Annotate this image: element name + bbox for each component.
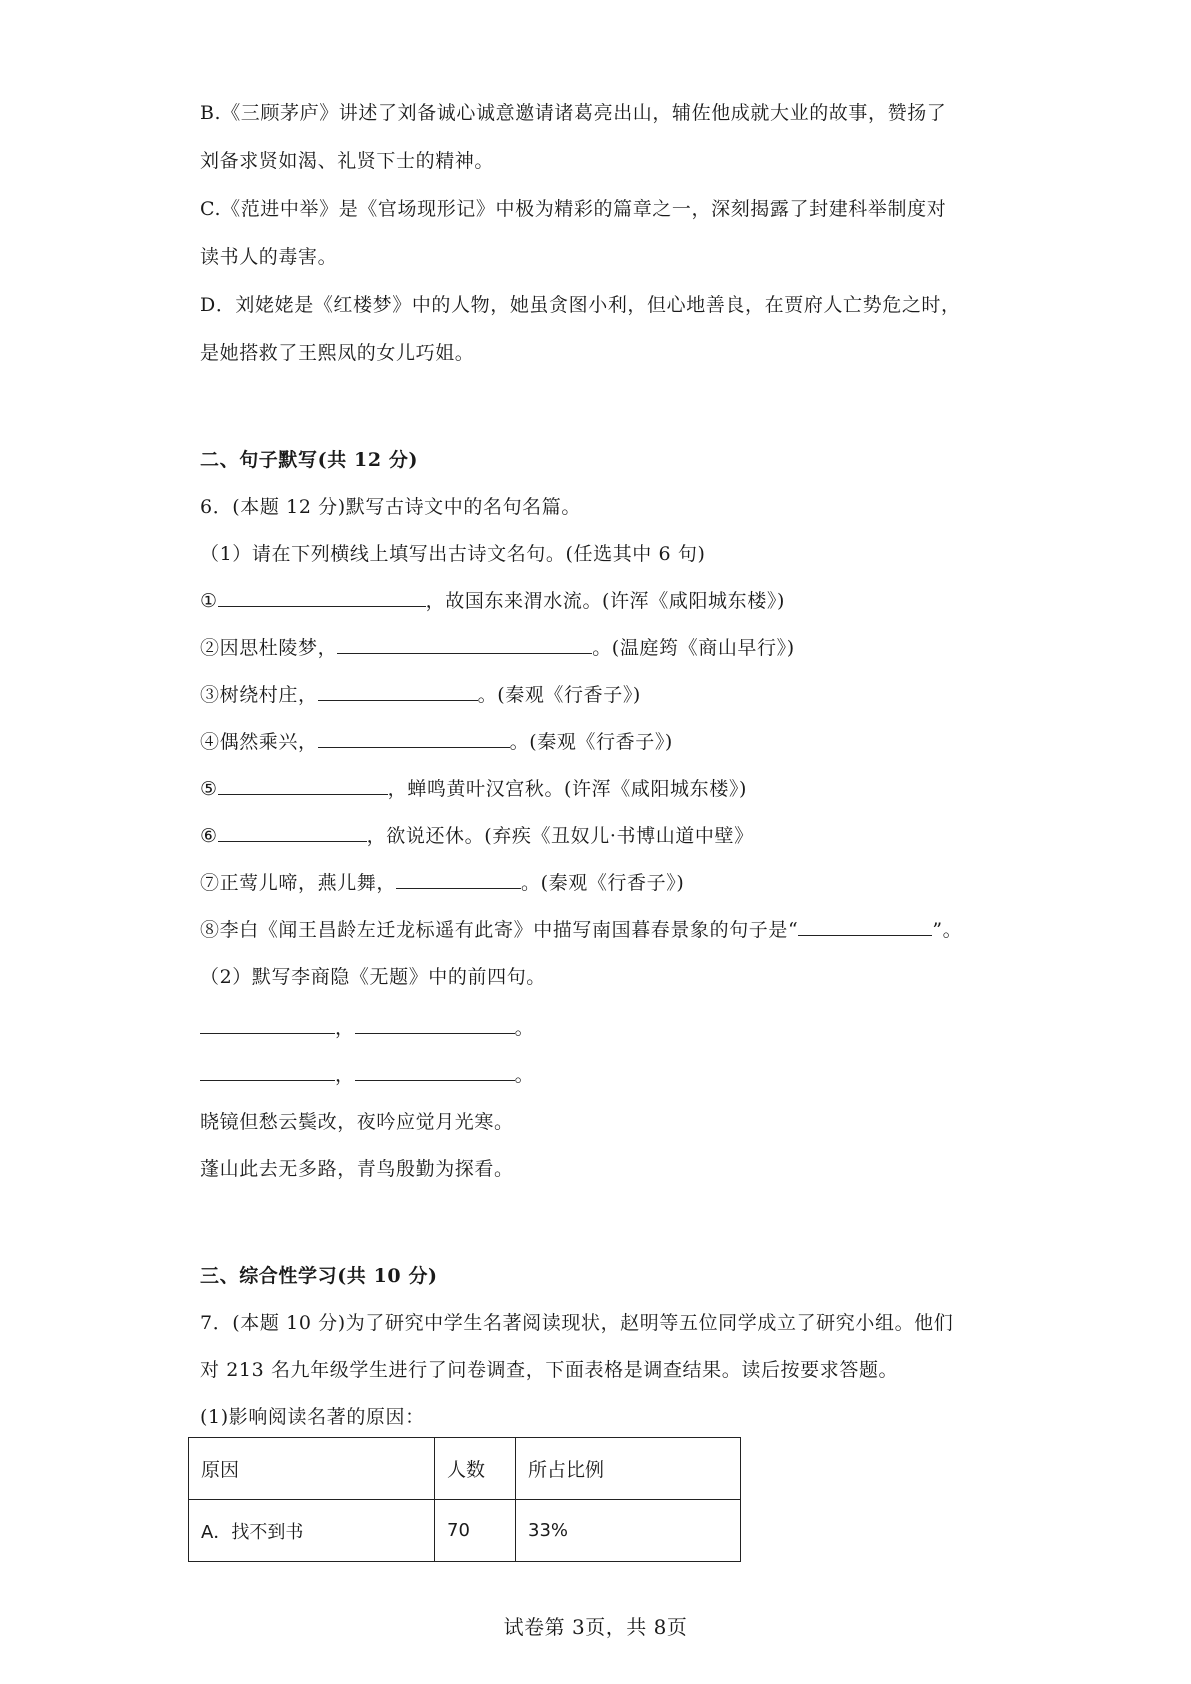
poem-line-4: 蓬山此去无多路，青鸟殷勤为探看。 [200, 1158, 514, 1180]
question7-line1: 7．(本题 10 分)为了研究中学生名著阅读现状，赵明等五位同学成立了研究小组。他们 [200, 1312, 954, 1334]
answer-blank-2[interactable] [337, 635, 592, 654]
table-cell: A．找不到书 [189, 1500, 435, 1562]
answer-blank-5[interactable] [218, 776, 388, 795]
answer-blank-6[interactable] [218, 823, 367, 842]
fill-item-3: ③树绕村庄， 。(秦观《行香子》) [200, 684, 641, 706]
fill-item-4: ④偶然乘兴， 。(秦观《行香子》) [200, 731, 673, 753]
poem-line-3: 晓镜但愁云鬓改，夜吟应觉月光寒。 [200, 1111, 514, 1133]
fill-item-2: ②因思杜陵梦， 。(温庭筠《商山早行》) [200, 637, 795, 659]
question7-line2: 对 213 名九年级学生进行了问卷调查，下面表格是调查结果。读后按要求答题。 [200, 1359, 899, 1381]
poem-blank-row-2: ， 。 [200, 1062, 534, 1088]
question6-part2: （2）默写李商隐《无题》中的前四句。 [200, 966, 546, 988]
poem-blank-2a[interactable] [200, 1062, 335, 1081]
fill-item-7: ⑦正莺儿啼，燕儿舞， 。(秦观《行香子》) [200, 872, 685, 894]
answer-blank-4[interactable] [318, 729, 510, 748]
question6-part1: （1）请在下列横线上填写出古诗文名句。(任选其中 6 句) [200, 543, 706, 565]
answer-blank-3[interactable] [318, 682, 478, 701]
poem-blank-1a[interactable] [200, 1015, 335, 1034]
answer-blank-1[interactable] [218, 588, 426, 607]
option-c-line2: 读书人的毒害。 [200, 246, 338, 268]
poem-blank-row-1: ， 。 [200, 1015, 534, 1041]
fill-item-1: ① ，故国东来渭水流。(许浑《咸阳城东楼》) [200, 590, 785, 612]
fill-item-8: ⑧李白《闻王昌龄左迁龙标遥有此寄》中描写南国暮春景象的句子是“ ”。 [200, 919, 963, 941]
option-b-line2: 刘备求贤如渴、礼贤下士的精神。 [200, 150, 495, 172]
table-header-row [189, 1438, 741, 1500]
option-b-line1: B.《三顾茅庐》讲述了刘备诚心诚意邀请诸葛亮出山，辅佐他成就大业的故事，赞扬了 [200, 102, 947, 124]
fill-item-5: ⑤ ，蝉鸣黄叶汉宫秋。(许浑《咸阳城东楼》) [200, 778, 747, 800]
survey-table [188, 1437, 741, 1562]
table-cell: 33% [516, 1500, 741, 1562]
question6-stem: 6．(本题 12 分)默写古诗文中的名句名篇。 [200, 496, 581, 518]
option-d-line1: D．刘姥姥是《红楼梦》中的人物，她虽贪图小利，但心地善良，在贾府人亡势危之时， [200, 294, 961, 316]
section3-heading: 三、综合性学习(共 10 分) [200, 1265, 438, 1287]
table-row [189, 1500, 741, 1562]
option-d-line2: 是她搭救了王熙凤的女儿巧姐。 [200, 342, 475, 364]
table-header-cell: 所占比例 [516, 1438, 741, 1500]
option-c-line1: C.《范进中举》是《官场现形记》中极为精彩的篇章之一，深刻揭露了封建科举制度对 [200, 198, 947, 220]
poem-blank-2b[interactable] [355, 1062, 515, 1081]
poem-blank-1b[interactable] [355, 1015, 515, 1034]
fill-item-6: ⑥ ，欲说还休。(弃疾《丑奴儿·书博山道中壁》 [200, 825, 754, 847]
answer-blank-7[interactable] [396, 870, 521, 889]
section2-heading: 二、句子默写(共 12 分) [200, 449, 419, 471]
answer-blank-8[interactable] [798, 917, 932, 936]
table-cell: 70 [435, 1500, 516, 1562]
page-footer: 试卷第 3页，共 8页 [503, 1615, 688, 1639]
table-header-cell: 人数 [435, 1438, 516, 1500]
table-header-cell: 原因 [189, 1438, 435, 1500]
question7-sub1: (1)影响阅读名著的原因： [200, 1406, 425, 1428]
